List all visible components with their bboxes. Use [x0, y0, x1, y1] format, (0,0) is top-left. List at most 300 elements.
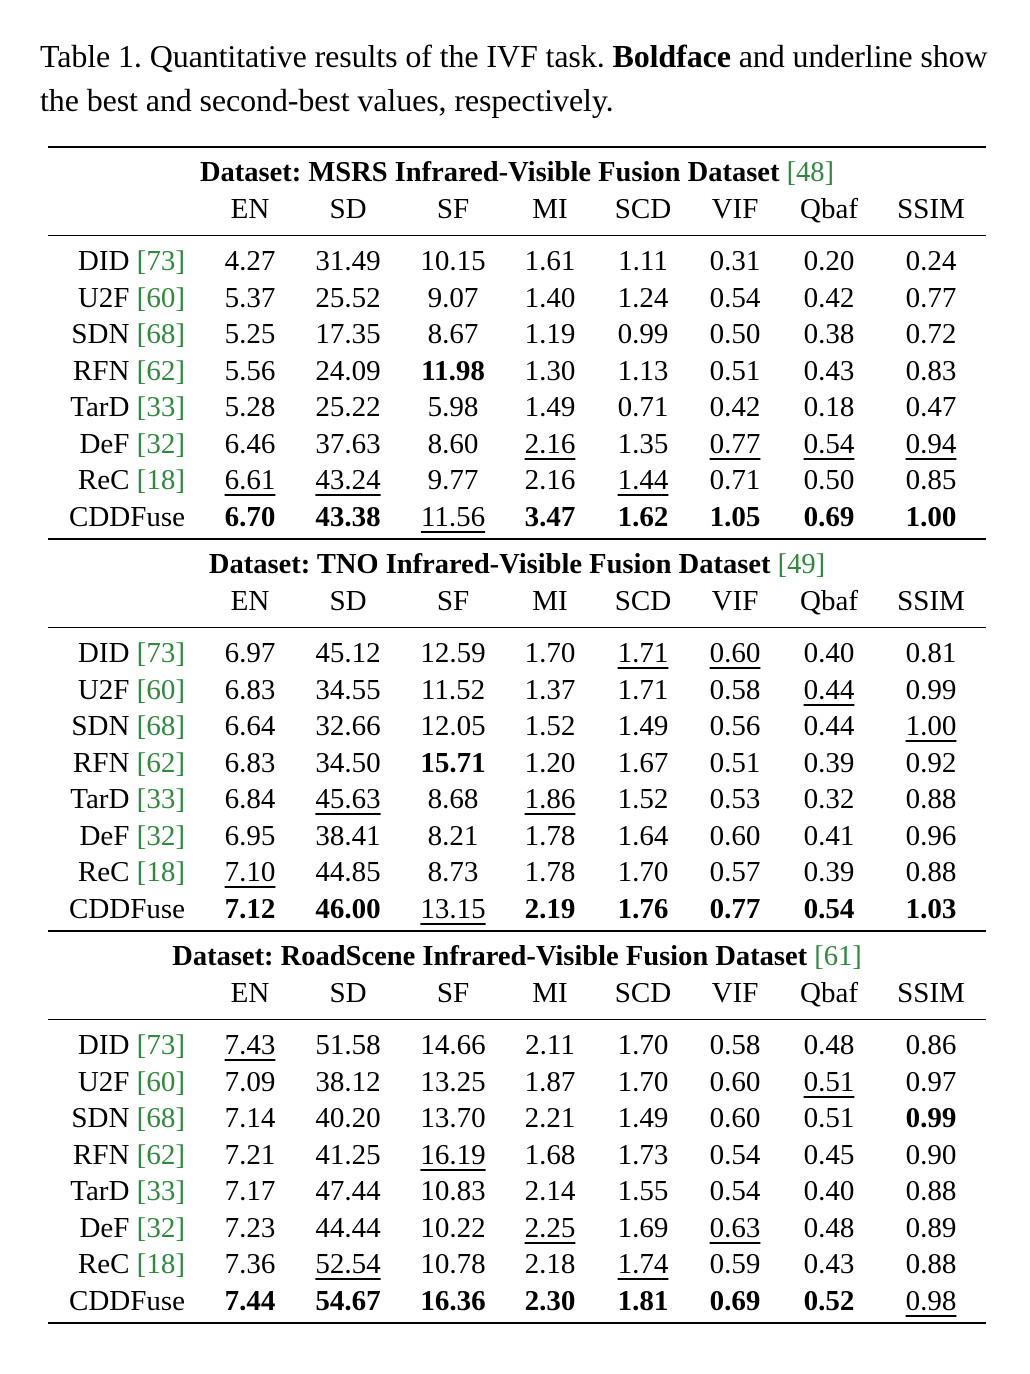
- table-cell: 52.54: [315, 1248, 381, 1280]
- table-row: [48, 891, 986, 927]
- caption-bold: Boldface: [612, 38, 731, 74]
- table-cell: 1.40: [524, 281, 576, 314]
- table-cell: 1.71: [617, 673, 669, 706]
- method-citation[interactable]: [73]: [136, 637, 185, 669]
- table-cell: 6.64: [224, 710, 276, 742]
- column-header: SF: [436, 193, 470, 225]
- table-cell: 1.81: [617, 1284, 669, 1317]
- method-name: [78, 280, 185, 316]
- column-header: Qbaf: [800, 585, 858, 617]
- table-cell: 44.44: [315, 1211, 381, 1244]
- table-cell: 31.49: [315, 245, 381, 277]
- method-name: [70, 1173, 185, 1209]
- table-cell: 0.52: [803, 1284, 855, 1317]
- table-cell: 5.98: [427, 391, 479, 423]
- table-cell: 0.60: [709, 1065, 761, 1098]
- method-name: [70, 389, 185, 425]
- method-name: [78, 1246, 185, 1282]
- method-label: CDDFuse: [68, 500, 185, 533]
- method-label: ReC: [77, 856, 137, 888]
- table-cell: 0.97: [905, 1065, 957, 1098]
- table-cell: 1.70: [617, 1065, 669, 1098]
- table-cell: 5.28: [224, 391, 276, 423]
- method-name: [71, 708, 185, 744]
- column-header: EN: [230, 585, 270, 617]
- column-header: SSIM: [897, 585, 965, 617]
- table-cell: 7.36: [224, 1248, 276, 1280]
- table-row: [48, 854, 986, 890]
- table-cell: 0.32: [803, 783, 855, 815]
- table-cell: 7.10: [224, 856, 276, 888]
- method-citation[interactable]: [33]: [136, 783, 185, 815]
- section-title: [48, 155, 986, 191]
- column-header: EN: [230, 977, 270, 1009]
- table-cell: 54.67: [315, 1284, 381, 1317]
- table-cell: 34.55: [315, 673, 381, 706]
- section-citation[interactable]: [49]: [777, 549, 826, 580]
- method-name: [78, 635, 185, 671]
- section-title: [48, 939, 986, 975]
- method-name: [79, 1210, 185, 1246]
- table-cell: 0.60: [709, 637, 761, 669]
- table-cell: 0.57: [709, 856, 761, 888]
- table-cell: 2.25: [524, 1211, 576, 1244]
- table-cell: 1.35: [617, 427, 669, 460]
- method-label: DID: [77, 245, 137, 277]
- table-cell: 16.36: [420, 1284, 486, 1317]
- table-cell: 1.00: [905, 710, 957, 742]
- column-header: VIF: [711, 585, 759, 617]
- table-cell: 0.88: [905, 783, 957, 815]
- method-citation[interactable]: [68]: [136, 318, 185, 350]
- table-cell: 6.84: [224, 783, 276, 815]
- method-label: SDN: [71, 710, 137, 742]
- table-cell: 45.63: [315, 783, 381, 815]
- table-cell: 0.51: [803, 1102, 855, 1134]
- table-cell: 7.12: [224, 892, 276, 925]
- method-name: [70, 781, 185, 817]
- table-cell: 0.44: [803, 673, 855, 706]
- table-cell: 0.42: [803, 281, 855, 314]
- table-cell: 34.50: [315, 746, 381, 779]
- table-cell: 0.54: [803, 892, 855, 925]
- method-name: [73, 353, 185, 389]
- method-citation[interactable]: [33]: [136, 1175, 185, 1207]
- method-label: DID: [77, 1029, 137, 1061]
- table-cell: 1.78: [524, 856, 576, 888]
- table-cell: 0.77: [709, 892, 761, 925]
- method-label: TarD: [70, 783, 137, 815]
- table-cell: 0.24: [905, 245, 957, 277]
- column-header: MI: [532, 193, 568, 225]
- table-cell: 1.71: [617, 637, 669, 669]
- method-citation[interactable]: [68]: [136, 710, 185, 742]
- method-citation[interactable]: [73]: [136, 1029, 185, 1061]
- table-cell: 0.45: [803, 1138, 855, 1171]
- table-cell: 1.78: [524, 819, 576, 852]
- table-cell: 8.68: [427, 783, 479, 815]
- table-cell: 6.95: [224, 819, 276, 852]
- column-header: VIF: [711, 977, 759, 1009]
- table-cell: 1.30: [524, 354, 576, 387]
- method-citation[interactable]: [32]: [136, 819, 185, 852]
- section-top-rule: [48, 146, 986, 148]
- table-row: [48, 708, 986, 744]
- table-cell: 1.87: [524, 1065, 576, 1098]
- table-cell: 1.52: [524, 710, 576, 742]
- method-citation[interactable]: [18]: [136, 856, 185, 888]
- table-cell: 12.59: [420, 637, 486, 669]
- section-title: [48, 547, 986, 583]
- table-cell: 7.21: [224, 1138, 276, 1171]
- method-label: TarD: [70, 391, 137, 423]
- table-cell: 0.71: [709, 464, 761, 496]
- method-citation[interactable]: [60]: [136, 1065, 185, 1098]
- table-cell: 0.63: [709, 1211, 761, 1244]
- table-cell: 0.90: [905, 1138, 957, 1171]
- table-cell: 1.74: [617, 1248, 669, 1280]
- method-label: DeF: [79, 1211, 137, 1244]
- table-cell: 0.54: [803, 427, 855, 460]
- method-label: TarD: [70, 1175, 137, 1207]
- column-header: SCD: [614, 193, 672, 225]
- method-name: [69, 891, 185, 927]
- method-citation[interactable]: [60]: [136, 673, 185, 706]
- table-row: [48, 1283, 986, 1319]
- table-cell: 1.49: [617, 710, 669, 742]
- table-row: [48, 635, 986, 671]
- header-rule: [48, 1019, 986, 1020]
- table-cell: 0.40: [803, 637, 855, 669]
- table-row: [48, 243, 986, 279]
- table-cell: 0.86: [905, 1029, 957, 1061]
- method-name: [79, 426, 185, 462]
- table-cell: 0.31: [709, 245, 761, 277]
- method-label: RFN: [73, 1138, 137, 1171]
- column-header: Qbaf: [800, 977, 858, 1009]
- table-row: [48, 426, 986, 462]
- method-citation[interactable]: [32]: [136, 427, 185, 460]
- table-cell: 0.69: [709, 1284, 761, 1317]
- method-name: [73, 745, 185, 781]
- table-cell: 0.51: [803, 1065, 855, 1098]
- table-cell: 44.85: [315, 856, 381, 888]
- table-cell: 0.54: [709, 1138, 761, 1171]
- method-citation[interactable]: [32]: [136, 1211, 185, 1244]
- column-header: SCD: [614, 585, 672, 617]
- method-label: CDDFuse: [68, 892, 185, 925]
- method-citation[interactable]: [18]: [136, 464, 185, 496]
- method-citation[interactable]: [62]: [136, 1138, 185, 1171]
- column-header: Qbaf: [800, 193, 858, 225]
- table-cell: 0.60: [709, 1102, 761, 1134]
- section-top-rule: [48, 538, 986, 540]
- table-cell: 32.66: [315, 710, 381, 742]
- column-header: SF: [436, 585, 470, 617]
- table-row: [48, 1064, 986, 1100]
- column-header: SCD: [614, 977, 672, 1009]
- table-cell: 0.50: [709, 318, 761, 350]
- table-cell: 7.17: [224, 1175, 276, 1207]
- table-cell: 1.52: [617, 783, 669, 815]
- table-cell: 8.60: [427, 427, 479, 460]
- method-label: DeF: [79, 427, 137, 460]
- table-cell: 1.76: [617, 892, 669, 925]
- table-cell: 0.54: [709, 281, 761, 314]
- table-cell: 41.25: [315, 1138, 381, 1171]
- caption-prefix: Table 1. Quantitative results of the IVF task.: [40, 38, 613, 74]
- table-row: [48, 462, 986, 498]
- table-cell: 0.42: [709, 391, 761, 423]
- table-cell: 1.49: [617, 1102, 669, 1134]
- table-cell: 17.35: [315, 318, 381, 350]
- table-cell: 0.38: [803, 318, 855, 350]
- table-cell: 6.83: [224, 746, 276, 779]
- column-header-row: [48, 583, 986, 619]
- table-cell: 0.99: [905, 1102, 957, 1134]
- table-cell: 7.43: [224, 1029, 276, 1061]
- method-name: [78, 1064, 185, 1100]
- column-header: MI: [532, 585, 568, 617]
- section-title-text: Dataset: TNO Infrared-Visible Fusion Dataset: [208, 549, 778, 580]
- table-cell: 9.77: [427, 464, 479, 496]
- method-label: U2F: [77, 673, 137, 706]
- table-cell: 6.83: [224, 673, 276, 706]
- table-cell: 5.25: [224, 318, 276, 350]
- header-rule: [48, 235, 986, 236]
- table-cell: 10.83: [420, 1175, 486, 1207]
- table-cell: 0.96: [905, 819, 957, 852]
- method-label: ReC: [77, 464, 137, 496]
- table-row: [48, 1100, 986, 1136]
- table-cell: 1.70: [524, 637, 576, 669]
- column-header: SD: [329, 193, 367, 225]
- table-cell: 1.37: [524, 673, 576, 706]
- table-row: [48, 353, 986, 389]
- table-cell: 0.77: [709, 427, 761, 460]
- table-cell: 0.51: [709, 746, 761, 779]
- table-cell: 0.94: [905, 427, 957, 460]
- method-name: [71, 1100, 185, 1136]
- method-name: [78, 672, 185, 708]
- table-cell: 9.07: [427, 281, 479, 314]
- table-cell: 1.05: [709, 500, 761, 533]
- method-name: [78, 462, 185, 498]
- table-cell: 1.55: [617, 1175, 669, 1207]
- table-cell: 1.68: [524, 1138, 576, 1171]
- column-header: SSIM: [897, 977, 965, 1009]
- table-cell: 0.47: [905, 391, 957, 423]
- table-cell: 2.11: [525, 1029, 575, 1061]
- table-cell: 13.70: [420, 1102, 486, 1134]
- table-row: [48, 1210, 986, 1246]
- section-title-text: Dataset: RoadScene Infrared-Visible Fusion Dataset: [172, 941, 815, 972]
- method-label: U2F: [77, 281, 137, 314]
- method-citation[interactable]: [68]: [136, 1102, 185, 1134]
- table-cell: 25.52: [315, 281, 381, 314]
- table-cell: 1.00: [905, 500, 957, 533]
- method-name: [78, 854, 185, 890]
- table-cell: 1.62: [617, 500, 669, 533]
- table-cell: 43.24: [315, 464, 381, 496]
- table-cell: 0.60: [709, 819, 761, 852]
- table-cell: 6.70: [224, 500, 276, 533]
- table-cell: 46.00: [315, 892, 381, 925]
- section-citation[interactable]: [48]: [786, 157, 835, 188]
- table-cell: 0.48: [803, 1211, 855, 1244]
- table-cell: 45.12: [315, 637, 381, 669]
- table-cell: 1.86: [524, 783, 576, 815]
- table-row: [48, 316, 986, 352]
- column-header: SSIM: [897, 193, 965, 225]
- table-cell: 12.05: [420, 710, 486, 742]
- table-cell: 0.18: [803, 391, 855, 423]
- table-cell: 0.59: [709, 1248, 761, 1280]
- method-label: SDN: [71, 318, 137, 350]
- method-label: RFN: [73, 746, 137, 779]
- table-cell: 1.73: [617, 1138, 669, 1171]
- table-cell: 0.77: [905, 281, 957, 314]
- table-row: [48, 1173, 986, 1209]
- table-cell: 3.47: [524, 500, 576, 533]
- table-row: [48, 781, 986, 817]
- table-row: [48, 1246, 986, 1282]
- table-cell: 13.15: [420, 892, 486, 925]
- table-cell: 0.39: [803, 856, 855, 888]
- section-top-rule: [48, 930, 986, 932]
- table-cell: 6.61: [224, 464, 276, 496]
- table-cell: 0.89: [905, 1211, 957, 1244]
- table-cell: 4.27: [224, 245, 276, 277]
- table-cell: 0.44: [803, 710, 855, 742]
- method-name: [78, 243, 185, 279]
- table-row: [48, 818, 986, 854]
- table-cell: 2.16: [524, 427, 576, 460]
- table-cell: 5.37: [224, 281, 276, 314]
- table-cell: 0.58: [709, 1029, 761, 1061]
- column-header: SD: [329, 977, 367, 1009]
- table-cell: 2.30: [524, 1284, 576, 1317]
- section-citation[interactable]: [61]: [814, 941, 862, 972]
- table-cell: 7.09: [224, 1065, 276, 1098]
- table-cell: 25.22: [315, 391, 381, 423]
- table-cell: 0.88: [905, 856, 957, 888]
- table-cell: 0.41: [803, 819, 855, 852]
- table-cell: 47.44: [315, 1175, 381, 1207]
- method-name: [69, 1283, 185, 1319]
- table-cell: 0.71: [617, 391, 669, 423]
- table-cell: 2.14: [524, 1175, 576, 1207]
- table-cell: 40.20: [315, 1102, 381, 1134]
- method-citation[interactable]: [18]: [136, 1248, 185, 1280]
- table-cell: 0.99: [905, 673, 957, 706]
- table-cell: 0.50: [803, 464, 855, 496]
- table-cell: 13.25: [420, 1065, 486, 1098]
- table-cell: 10.22: [420, 1211, 486, 1244]
- table-cell: 7.44: [224, 1284, 276, 1317]
- table-cell: 15.71: [420, 746, 486, 779]
- table-cell: 1.11: [618, 245, 668, 277]
- method-name: [69, 499, 185, 535]
- table-cell: 1.69: [617, 1211, 669, 1244]
- table-cell: 5.56: [224, 354, 276, 387]
- table-cell: 0.20: [803, 245, 855, 277]
- column-header-row: [48, 191, 986, 227]
- table-cell: 11.56: [420, 500, 486, 533]
- table-row: [48, 389, 986, 425]
- table-cell: 1.61: [524, 245, 576, 277]
- method-citation[interactable]: [73]: [136, 245, 185, 277]
- table-cell: 38.41: [315, 819, 381, 852]
- table-row: [48, 280, 986, 316]
- table-cell: 1.70: [617, 1029, 669, 1061]
- method-citation[interactable]: [62]: [136, 746, 185, 779]
- column-header: VIF: [711, 193, 759, 225]
- table-row: [48, 1137, 986, 1173]
- table-cell: 0.48: [803, 1029, 855, 1061]
- method-citation[interactable]: [60]: [136, 281, 185, 314]
- column-header: EN: [230, 193, 270, 225]
- table-cell: 8.73: [427, 856, 479, 888]
- table-cell: 7.14: [224, 1102, 276, 1134]
- table-cell: 1.44: [617, 464, 669, 496]
- table-cell: 6.97: [224, 637, 276, 669]
- method-label: RFN: [73, 354, 137, 387]
- table-cell: 51.58: [315, 1029, 381, 1061]
- method-name: [78, 1027, 185, 1063]
- table-cell: 8.67: [427, 318, 479, 350]
- method-citation[interactable]: [62]: [136, 354, 185, 387]
- table-cell: 0.56: [709, 710, 761, 742]
- table-cell: 0.58: [709, 673, 761, 706]
- table-cell: 0.39: [803, 746, 855, 779]
- method-label: U2F: [77, 1065, 137, 1098]
- method-citation[interactable]: [33]: [136, 391, 185, 423]
- table-row: [48, 745, 986, 781]
- header-rule: [48, 627, 986, 628]
- table-cell: 0.69: [803, 500, 855, 533]
- table-cell: 1.03: [905, 892, 957, 925]
- table-cell: 11.52: [420, 673, 486, 706]
- method-label: SDN: [71, 1102, 137, 1134]
- method-label: ReC: [77, 1248, 137, 1280]
- table-cell: 0.53: [709, 783, 761, 815]
- column-header-row: [48, 975, 986, 1011]
- table-cell: 7.23: [224, 1211, 276, 1244]
- caption-suffix: and underline show the best and second-best values, respectively.: [40, 38, 988, 118]
- table-cell: 0.88: [905, 1248, 957, 1280]
- method-label: DID: [77, 637, 137, 669]
- table-cell: 11.98: [421, 354, 485, 387]
- table-row: [48, 672, 986, 708]
- method-name: [79, 818, 185, 854]
- method-label: CDDFuse: [68, 1284, 185, 1317]
- table-cell: 43.38: [315, 500, 381, 533]
- table-cell: 6.46: [224, 427, 276, 460]
- table-cell: 0.99: [617, 318, 669, 350]
- table-row: [48, 1027, 986, 1063]
- table-cell: 8.21: [427, 819, 479, 852]
- table-cell: 1.67: [617, 746, 669, 779]
- table-cell: 16.19: [420, 1138, 486, 1171]
- table-cell: 2.21: [524, 1102, 576, 1134]
- table-cell: 10.78: [420, 1248, 486, 1280]
- method-name: [71, 316, 185, 352]
- table-cell: 0.43: [803, 354, 855, 387]
- table-cell: 2.16: [524, 464, 576, 496]
- column-header: SD: [329, 585, 367, 617]
- table-cell: 2.19: [524, 892, 576, 925]
